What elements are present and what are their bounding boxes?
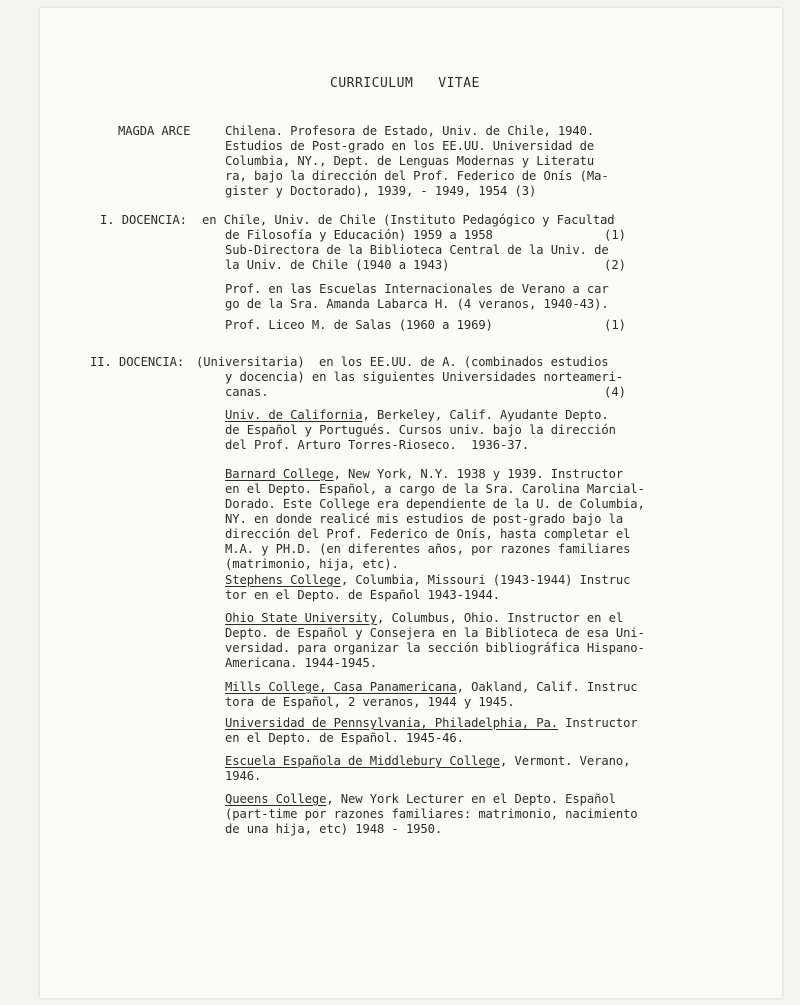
entry-line: del Prof. Arturo Torres-Rioseco. 1936-37. (225, 438, 529, 452)
institution-name: Escuela Española de Middlebury College (225, 754, 501, 768)
entry-line: (matrimonio, hija, etc). (225, 557, 399, 571)
entry-line: Americana. 1944-1945. (225, 656, 377, 670)
entry-line: dirección del Prof. Federico de Onís, hasta completar el (225, 527, 631, 541)
header-line: gister y Doctorado), 1939, - 1949, 1954 (3) (225, 184, 537, 198)
entry-line: Dorado. Este College era dependiente de la U. de Columbia, (225, 497, 645, 511)
entry-line: 1946. (225, 769, 262, 783)
entry-line: M.A. y PH.D. (en diferentes años, por razones familiares (225, 542, 631, 556)
section2-line: (Universitaria) en los EE.UU. de A. (combinados estudios (196, 355, 609, 369)
institution-name: Universidad de Pennsylvania, Philadelphia, Pa. (225, 716, 558, 730)
header-line: Estudios de Post-grado en los EE.UU. Universidad de (225, 139, 595, 153)
section2-label: II. DOCENCIA: (90, 355, 185, 369)
entry-text: , Columbus, Ohio. Instructor en el (377, 611, 624, 625)
footnote-marker: (1) (604, 318, 627, 332)
section1-label: I. DOCENCIA: (100, 213, 187, 227)
entry-first-line (225, 716, 638, 731)
entry-line: (part-time por razones familiares: matrimonio, nacimiento (225, 807, 638, 821)
page-title: CURRICULUM VITAE (330, 76, 480, 91)
institution-name: Univ. de California (225, 408, 363, 422)
section1-para2-line: Prof. en las Escuelas Internacionales de Verano a car (225, 282, 609, 296)
entry-line: tor en el Depto. de Español 1943-1944. (225, 588, 501, 602)
institution-name: Mills College, Casa Panamericana (225, 680, 457, 694)
entry-line: Depto. de Español y Consejera en la Biblioteca de esa Uni- (225, 626, 645, 640)
section1-line: en Chile, Univ. de Chile (Instituto Pedagógico y Facultad (202, 213, 615, 227)
entry-text: , Columbia, Missouri (1943-1944) Instruc (340, 573, 631, 587)
entry-text: Instructor (557, 716, 638, 730)
header-line: ra, bajo la dirección del Prof. Federico de Onís (Ma- (225, 169, 609, 183)
entry-text: , Vermont. Verano, (500, 754, 631, 768)
entry-text: , Berkeley, Calif. Ayudante Depto. (362, 408, 609, 422)
institution-name: Stephens College (225, 573, 341, 587)
section1-para3: Prof. Liceo M. de Salas (1960 a 1969) (225, 318, 493, 332)
entry-text: , New York, N.Y. 1938 y 1939. Instructor (333, 467, 624, 481)
entry-text: , Oakland, Calif. Instruc (456, 680, 638, 694)
section1-line: Sub-Directora de la Biblioteca Central de la Univ. de (225, 243, 609, 257)
entry-first-line (225, 792, 616, 807)
section1-para2-line: go de la Sra. Amanda Labarca H. (4 veranos, 1940-43). (225, 297, 609, 311)
section1-line: de Filosofía y Educación) 1959 a 1958 (225, 228, 493, 242)
entry-line: de Español y Portugués. Cursos univ. bajo la dirección (225, 423, 616, 437)
footnote-marker: (1) (604, 228, 627, 242)
institution-name: Ohio State University (225, 611, 377, 625)
entry-line: tora de Español, 2 veranos, 1944 y 1945. (225, 695, 515, 709)
entry-line: en el Depto. Español, a cargo de la Sra. Carolina Marcial- (225, 482, 645, 496)
entry-first-line (225, 680, 638, 695)
footnote-marker: (4) (604, 385, 627, 399)
section1-line: la Univ. de Chile (1940 a 1943) (225, 258, 450, 272)
entry-first-line (225, 467, 623, 482)
entry-line: en el Depto. de Español. 1945-46. (225, 731, 464, 745)
entry-first-line (225, 408, 609, 423)
institution-name: Barnard College (225, 467, 334, 481)
entry-first-line (225, 611, 623, 626)
section2-line: canas. (225, 385, 269, 399)
entry-line: de una hija, etc) 1948 - 1950. (225, 822, 443, 836)
footnote-marker: (2) (604, 258, 627, 272)
header-line: Chilena. Profesora de Estado, Univ. de Chile, 1940. (225, 124, 595, 138)
entry-line: versidad. para organizar la sección bibliográfica Hispano- (225, 641, 645, 655)
entry-line: NY. en donde realicé mis estudios de post-grado bajo la (225, 512, 624, 526)
entry-first-line (225, 573, 630, 588)
author-name: MAGDA ARCE (118, 124, 191, 138)
entry-first-line (225, 754, 630, 769)
institution-name: Queens College (225, 792, 327, 806)
header-line: Columbia, NY., Dept. de Lenguas Modernas y Literatu (225, 154, 595, 168)
section2-line: y docencia) en las siguientes Universidades norteameri- (225, 370, 624, 384)
entry-text: , New York Lecturer en el Depto. Español (326, 792, 616, 806)
